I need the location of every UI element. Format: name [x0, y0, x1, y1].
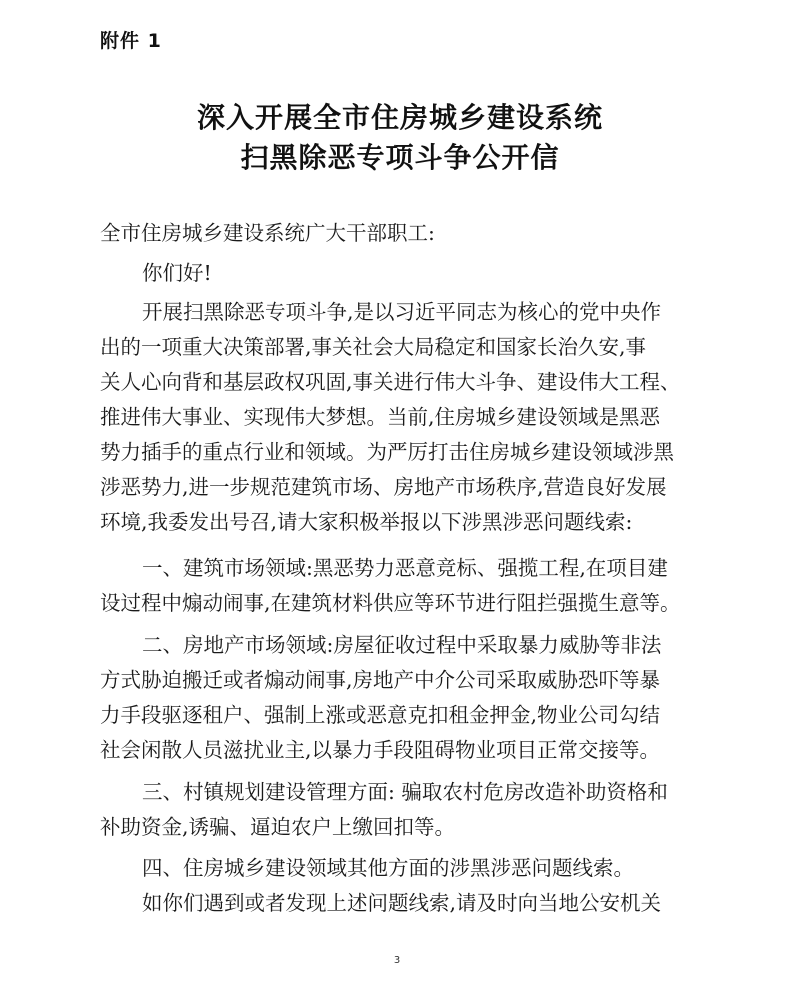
title-line-2: 扫黑除恶专项斗争公开信 — [240, 141, 560, 174]
paragraph-1-line: 势力插手的重点行业和领域。为严厉打击住房城乡建设领域涉黑 — [100, 440, 674, 464]
paragraph-1-line: 开展扫黑除恶专项斗争,是以习近平同志为核心的党中央作 — [142, 300, 662, 324]
attachment-label: 附件 1 — [100, 30, 162, 52]
paragraph-3-line: 力手段驱逐租户、强制上涨或恶意克扣租金押金,物业公司勾结 — [100, 703, 661, 727]
paragraph-1-line: 关人心向背和基层政权巩固,事关进行伟大斗争、建设伟大工程、 — [100, 370, 681, 394]
paragraph-1-line: 环境,我委发出号召,请大家积极举报以下涉黑涉恶问题线索: — [100, 510, 633, 534]
paragraph-2-line: 设过程中煽动闹事,在建筑材料供应等环节进行阻拦强揽生意等。 — [100, 591, 681, 615]
paragraph-2-line: 一、建筑市场领域:黑恶势力恶意竞标、强揽工程,在项目建 — [142, 556, 668, 580]
paragraph-3-line: 二、房地产市场领域:房屋征收过程中采取暴力威胁等非法 — [142, 633, 662, 657]
paragraph-3-line: 方式胁迫搬迁或者煽动闹事,房地产中介公司采取威胁恐吓等暴 — [100, 668, 661, 692]
paragraph-4-line: 补助资金,诱骗、逼迫农户上缴回扣等。 — [100, 815, 456, 839]
paragraph-1-line: 推进伟大事业、实现伟大梦想。当前,住房城乡建设领域是黑恶 — [100, 405, 661, 429]
paragraph-1-line: 出的一项重大决策部署,事关社会大局稳定和国家长治久安,事 — [100, 335, 647, 359]
paragraph-5-line: 四、住房城乡建设领域其他方面的涉黑涉恶问题线索。 — [142, 856, 634, 880]
salutation: 全市住房城乡建设系统广大干部职工: — [100, 221, 435, 245]
paragraph-1-line: 涉恶势力,进一步规范建筑市场、房地产市场秩序,营造良好发展 — [100, 475, 667, 499]
paragraph-4-line: 三、村镇规划建设管理方面: 骗取农村危房改造补助资格和 — [142, 780, 668, 804]
paragraph-6-line: 如你们遇到或者发现上述问题线索,请及时向当地公安机关 — [142, 891, 662, 915]
page-number: 3 — [393, 955, 401, 966]
title-line-1: 深入开展全市住房城乡建设系统 — [196, 101, 603, 134]
paragraph-3-line: 社会闲散人员滋扰业主,以暴力手段阻碍物业项目正常交接等。 — [100, 738, 661, 762]
greeting: 你们好! — [142, 261, 212, 285]
